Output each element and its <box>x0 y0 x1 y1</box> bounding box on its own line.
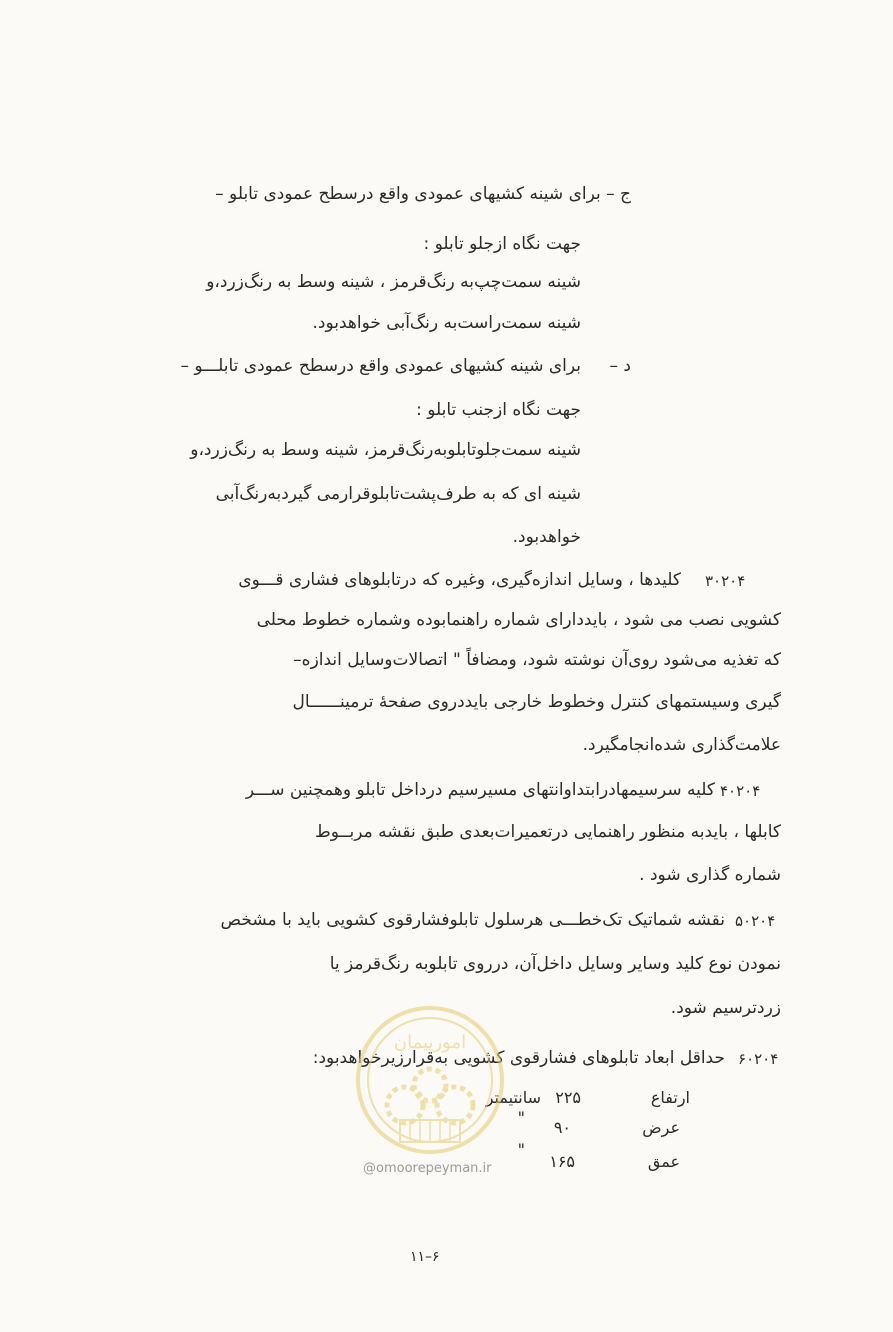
dimension-unit-width: " <box>517 1108 525 1127</box>
dimension-value-depth: ۱۶۵ <box>549 1152 575 1171</box>
section-c-line-2: جهت نگاه ازجلو تابلو : <box>423 234 581 254</box>
section-d-line-1: برای شینه کشیهای عمودی واقع درسطح عمودی تابلـــو – <box>180 356 581 376</box>
item-4-line-1: کلیه سرسیمهادرابتداوانتهای مسیرسیم درداخل تابلو وهمچنین ســـر <box>245 780 715 800</box>
dimension-unit-height: سانتیمتر <box>485 1088 541 1107</box>
section-d-label: د – <box>609 356 631 376</box>
item-4-number: ۴۰۲۰۴ <box>720 782 761 800</box>
dimension-label-width: عرض <box>642 1118 680 1137</box>
dimension-value-height: ۲۲۵ <box>555 1088 581 1107</box>
section-d-line-3: شینه سمت‌جلوتابلوبه‌رنگ‌قرمز، شینه وسط به رنگ‌زرد،و <box>190 440 581 460</box>
item-4-line-3: شماره گذاری شود . <box>639 865 781 885</box>
item-3-line-5: علامت‌گذاری شده‌انجامگیرد. <box>582 735 781 755</box>
watermark-seal-icon <box>350 1000 510 1160</box>
dimension-value-width: ۹۰ <box>553 1118 571 1137</box>
item-5-line-2: نمودن نوع کلید وسایر وسایل داخل‌آن، درروی تابلوبه رنگ‌قرمز یا <box>329 954 781 974</box>
item-3-line-1: کلیدها ، وسایل اندازه‌گیری، وغیره که درتابلوهای فشاری قـــوی <box>238 570 681 590</box>
section-c-line-3: شینه سمت‌چپ‌به رنگ‌قرمز ، شینه وسط به رنگ‌زرد،و <box>206 272 581 292</box>
dimension-label-depth: عمق <box>647 1152 680 1171</box>
dimension-label-height: ارتفاع <box>650 1088 690 1107</box>
item-4-line-2: کابلها ، بایدبه منظور راهنمایی درتعمیرات‌بعدی طبق نقشه مربــوط <box>315 822 781 842</box>
watermark-seal-text: امورپیمان <box>393 1032 467 1053</box>
dimension-unit-depth: " <box>517 1140 525 1159</box>
item-3-line-4: گیری وسیستمهای کنترل وخطوط خارجی بایددروی صفحهٔ ترمینــــــال <box>292 692 781 712</box>
item-6-line-1: حداقل ابعاد تابلوهای فشارقوی کشویی به‌قرارزیرخواهدبود: <box>312 1048 725 1068</box>
item-6-number: ۶۰۲۰۴ <box>738 1050 779 1068</box>
section-c-line-4: شینه سمت‌راست‌به رنگ‌آبی خواهدبود. <box>312 313 581 333</box>
item-5-line-1: نقشه شماتیک تک‌خطـــی هرسلول تابلوفشارقوی کشویی باید با مشخص <box>220 910 725 930</box>
item-5-number: ۵۰۲۰۴ <box>735 912 776 930</box>
item-3-line-2: کشویی نصب می شود ، بایددارای شماره راهنمابوده وشماره خطوط محلی <box>256 610 781 630</box>
section-d-line-4: شینه ای که به طرف‌پشت‌تابلوقرارمی گیردبه‌رنگ‌آبی <box>215 484 581 504</box>
item-5-line-3: زردترسیم شود. <box>670 998 781 1018</box>
watermark-text: @omoorepeyman.ir <box>363 1161 492 1176</box>
section-c-line-1: ج – برای شینه کشیهای عمودی واقع درسطح عمودی تابلو – <box>215 184 631 204</box>
item-3-number: ۳۰۲۰۴ <box>705 572 746 590</box>
section-d-line-5: خواهدبود. <box>512 527 581 547</box>
section-d-line-2: جهت نگاه ازجنب تابلو : <box>416 400 581 420</box>
page-number: ۱۱–۶ <box>410 1249 440 1265</box>
item-3-line-3: که تغذیه می‌شود روی‌آن نوشته شود، ومضافاً " اتصالات‌وسایل اندازه– <box>293 650 781 670</box>
